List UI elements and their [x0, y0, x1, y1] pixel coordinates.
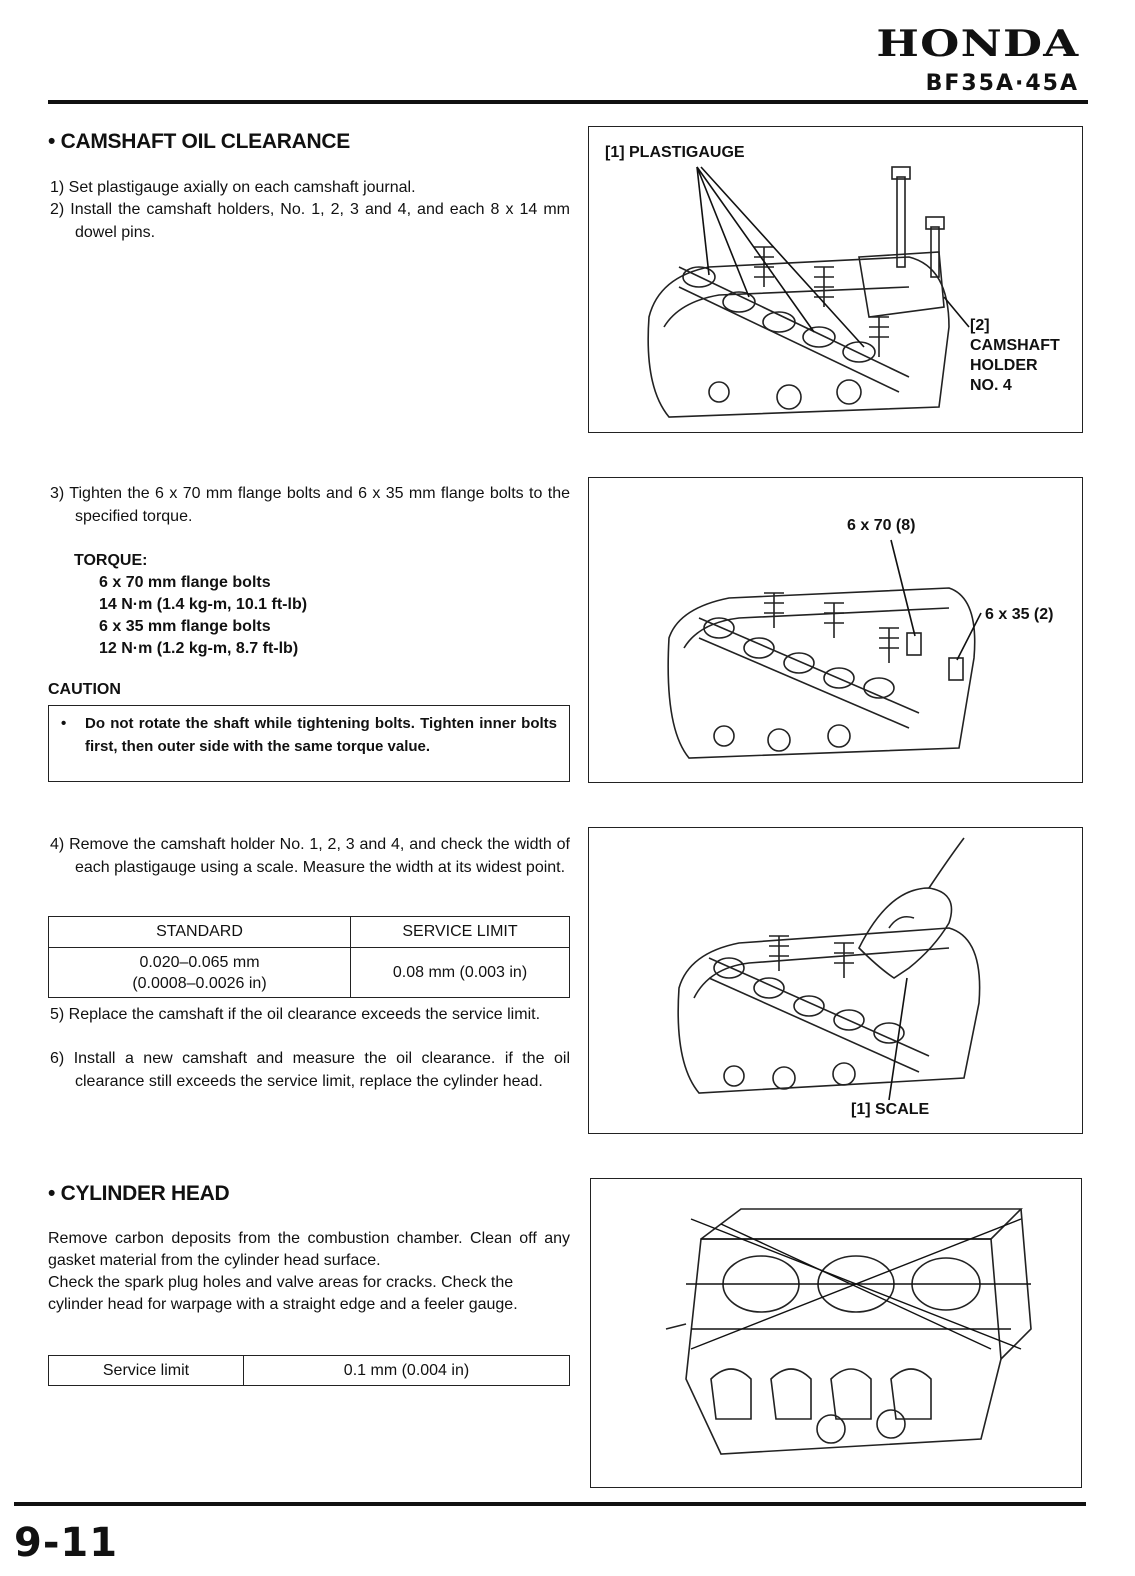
bottom-divider [14, 1502, 1086, 1506]
step-6: 6) Install a new camshaft and measure the oil clearance. if the oil clearance still exceeds the service limit, replace the cylinder head. [50, 1050, 570, 1090]
torque-spec [74, 550, 307, 660]
step-5: 5) Replace the camshaft if the oil clearance exceeds the service limit. [50, 1006, 541, 1023]
table-header-standard: STANDARD [49, 917, 351, 948]
model-name: BF35A·45A [925, 71, 1079, 96]
service-limit-label: Service limit [49, 1356, 244, 1386]
caution-title: CAUTION [48, 681, 121, 698]
torque-line: 12 N·m (1.2 kg-m, 8.7 ft-lb) [99, 640, 299, 657]
service-limit-value-warpage: 0.1 mm (0.004 in) [244, 1356, 570, 1386]
standard-value-in: (0.0008–0.0026 in) [132, 974, 267, 992]
step-4: 4) Remove the camshaft holder No. 1, 2, 3 and 4, and check the width of each plastigauge using a scale. Measure the width at its widest point. [50, 836, 570, 876]
figure-flange-bolts [588, 477, 1083, 783]
warpage-limit-table [48, 1355, 570, 1386]
label-bolt-70: 6 x 70 (8) [847, 517, 916, 534]
service-limit-value: 0.08 mm (0.003 in) [351, 948, 570, 998]
label-plastigauge: [1] PLASTIGAUGE [605, 144, 745, 161]
standard-value-cell [49, 948, 351, 998]
figure-scale-measure [588, 827, 1083, 1134]
top-divider [48, 100, 1088, 104]
flange-bolt-illustration [589, 478, 1084, 784]
label-holder-no4: NO. 4 [970, 377, 1012, 394]
torque-label: TORQUE: [74, 552, 148, 569]
standard-value-mm: 0.020–0.065 mm [139, 953, 260, 971]
label-holder-camshaft: CAMSHAFT [970, 337, 1060, 354]
step-2: 2) Install the camshaft holders, No. 1, 2, 3 and 4, and each 8 x 14 mm dowel pins. [50, 201, 570, 241]
cylinder-para-2: Check the spark plug holes and valve areas for cracks. Check the cylinder head for warpage with a straight edge and a feeler gauge. [48, 1274, 518, 1313]
label-scale: [1] SCALE [851, 1101, 930, 1118]
label-holder-num: [2] [970, 317, 990, 334]
caution-box [48, 705, 570, 782]
torque-line: 6 x 35 mm flange bolts [99, 618, 271, 635]
figure-cylinder-head [590, 1178, 1082, 1488]
torque-line: 14 N·m (1.4 kg-m, 10.1 ft-lb) [99, 596, 308, 613]
label-bolt-35: 6 x 35 (2) [985, 606, 1054, 623]
step-1: 1) Set plastigauge axially on each camshaft journal. [50, 179, 416, 196]
cylinder-para-1: Remove carbon deposits from the combustion chamber. Clean off any gasket material from the cylinder head surface. [48, 1230, 570, 1269]
step-3: 3) Tighten the 6 x 70 mm flange bolts and 6 x 35 mm flange bolts to the specified torque. [50, 485, 570, 525]
label-holder-holder: HOLDER [970, 357, 1038, 374]
camshaft-heading: • CAMSHAFT OIL CLEARANCE [48, 130, 350, 153]
caution-bullet: • [61, 715, 67, 732]
figure-plastigauge [588, 126, 1083, 433]
cylinder-head-illustration [591, 1179, 1083, 1489]
brand-header [875, 23, 1079, 96]
oil-clearance-table [48, 916, 570, 998]
cylinder-head-heading: • CYLINDER HEAD [48, 1182, 230, 1205]
table-header-service-limit: SERVICE LIMIT [351, 917, 570, 948]
page-number: 9-11 [14, 1520, 119, 1566]
caution-text: Do not rotate the shaft while tightening bolts. Tighten inner bolts first, then outer side with the same torque value. [85, 715, 557, 755]
scale-measure-illustration [589, 828, 1084, 1135]
torque-line: 6 x 70 mm flange bolts [99, 574, 271, 591]
brand-logo: HONDA [875, 23, 1079, 65]
